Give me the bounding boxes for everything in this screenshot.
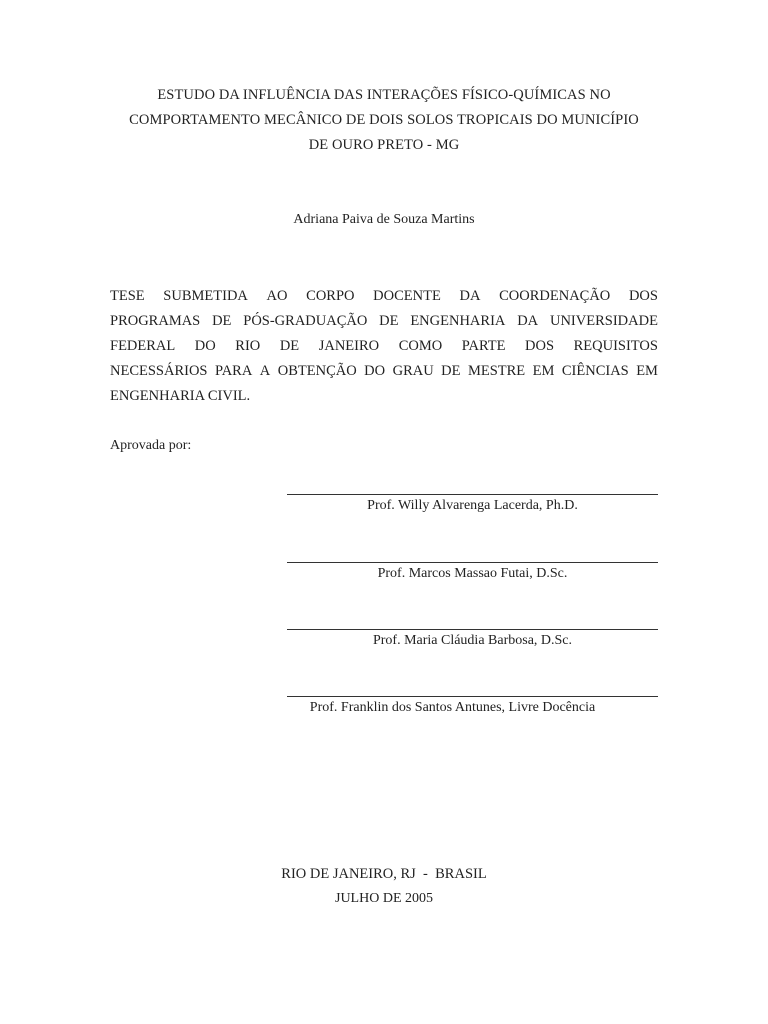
word: TESE: [110, 288, 145, 304]
signature-block: [287, 629, 658, 651]
word: JANEIRO: [318, 338, 380, 354]
word: RIO: [235, 338, 261, 354]
signature-line: [287, 494, 658, 495]
word: NECESSÁRIOS: [110, 363, 208, 379]
word: EM: [636, 363, 658, 379]
author-name: Adriana Paiva de Souza Martins: [293, 212, 475, 227]
word: PARA: [214, 363, 253, 379]
approved-by-label: Aprovada por:: [110, 438, 192, 453]
word: DE: [379, 313, 399, 329]
word: COORDENAÇÃO: [499, 288, 611, 304]
word: COMO: [398, 338, 443, 354]
word: PARTE: [461, 338, 506, 354]
committee-member-name: Prof. Franklin dos Santos Antunes, Livre Docência: [309, 700, 596, 715]
word: DO: [194, 338, 216, 354]
date: JULHO DE 2005: [335, 891, 433, 906]
thesis-title-line: COMPORTAMENTO MECÂNICO DE DOIS SOLOS TROPICAIS DO MUNICÍPIO: [129, 112, 639, 128]
word: MESTRE: [467, 363, 526, 379]
word: DA: [459, 288, 481, 304]
signature-line: [287, 562, 658, 563]
word: DO: [364, 363, 386, 379]
signature-line: [287, 629, 658, 630]
word: REQUISITOS: [573, 338, 658, 354]
word: GRAU: [392, 363, 434, 379]
word: PROGRAMAS: [110, 313, 201, 329]
word: SUBMETIDA: [163, 288, 248, 304]
word: EM: [532, 363, 555, 379]
thesis-statement-line: [110, 309, 658, 334]
word: UNIVERSIDADE: [549, 313, 658, 329]
thesis-statement-line: [110, 359, 658, 384]
committee-member-name: Prof. Marcos Massao Futai, D.Sc.: [377, 566, 568, 581]
word: PÓS-GRADUAÇÃO: [243, 313, 368, 329]
thesis-statement-line: [110, 334, 658, 359]
word: DA: [517, 313, 539, 329]
thesis-statement-line: [110, 284, 658, 309]
thesis-title-line: DE OURO PRETO - MG: [308, 137, 460, 153]
committee-member-name: Prof. Willy Alvarenga Lacerda, Ph.D.: [367, 498, 578, 513]
word: ENGENHARIA: [410, 313, 506, 329]
committee-member-name: Prof. Maria Cláudia Barbosa, D.Sc.: [372, 633, 573, 648]
signature-block: [287, 562, 658, 584]
word: DE: [441, 363, 461, 379]
thesis-statement-line: ENGENHARIA CIVIL.: [110, 388, 251, 404]
thesis-statement: [110, 284, 658, 409]
word: DOS: [628, 288, 658, 304]
signature-block: [287, 494, 658, 516]
word: DE: [212, 313, 232, 329]
location: RIO DE JANEIRO, RJ - BRASIL: [281, 866, 487, 882]
word: AO: [266, 288, 288, 304]
word: DE: [279, 338, 300, 354]
word: OBTENÇÃO: [277, 363, 357, 379]
word: A: [259, 363, 271, 379]
word: DOS: [525, 338, 555, 354]
thesis-title: [100, 83, 668, 158]
word: CIÊNCIAS: [561, 363, 629, 379]
word: FEDERAL: [110, 338, 176, 354]
signature-block: [287, 696, 658, 718]
word: DOCENTE: [373, 288, 441, 304]
signature-line: [287, 696, 658, 697]
thesis-title-line: ESTUDO DA INFLUÊNCIA DAS INTERAÇÕES FÍSICO-QUÍMICAS NO: [157, 87, 611, 103]
word: CORPO: [306, 288, 355, 304]
